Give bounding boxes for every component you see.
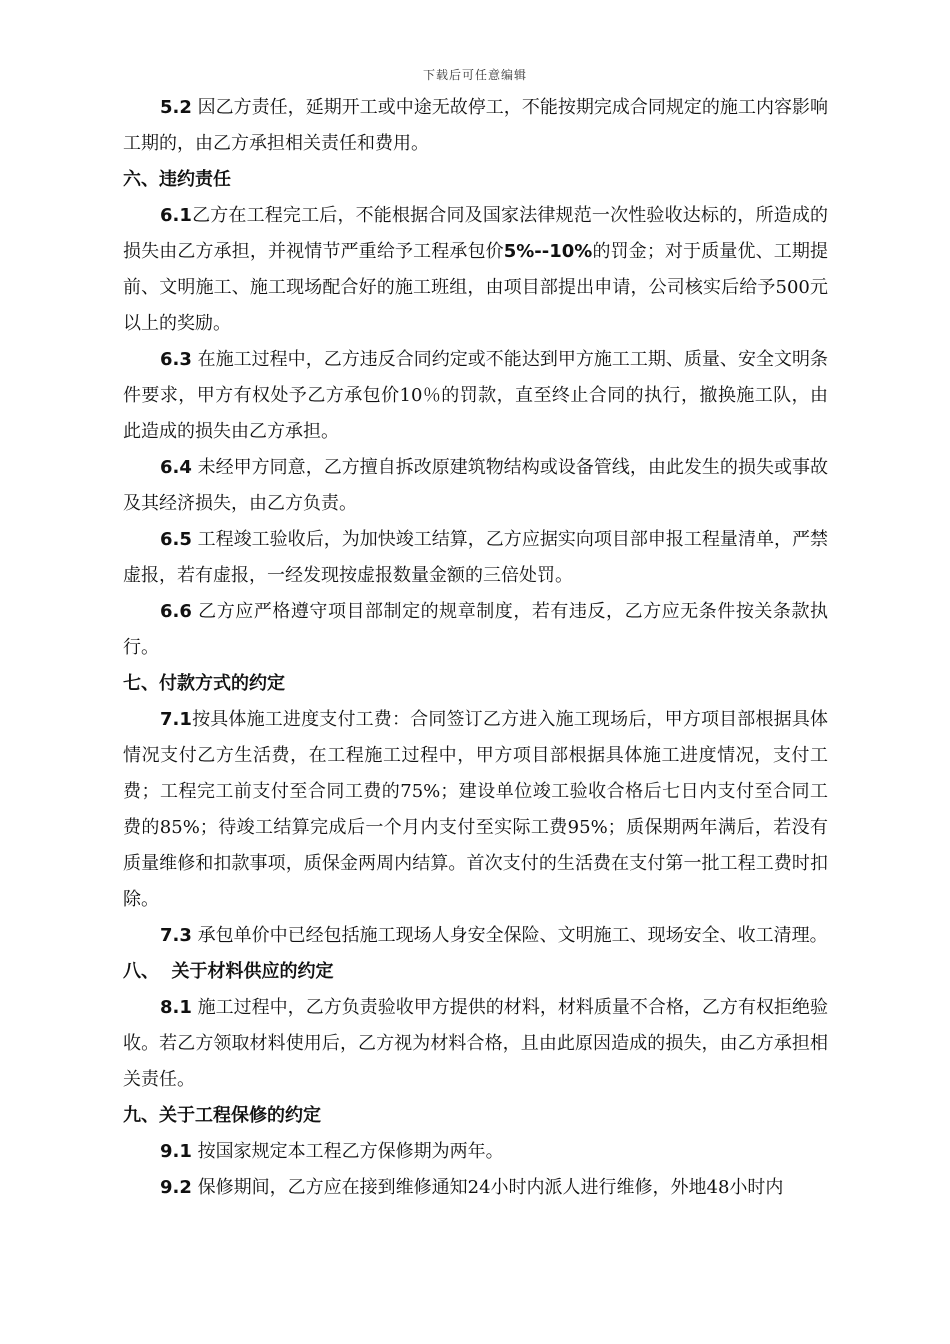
clause-8-1 [123, 990, 828, 1098]
clause-9-2 [123, 1170, 828, 1206]
clause-number: 5.2 [160, 97, 192, 118]
clause-text: 工程竣工验收后，为加快竣工结算，乙方应据实向项目部申报工程量清单，严禁虚报，若有虚报，一经发现按虚报数量金额的三倍处罚。 [123, 529, 828, 586]
clause-text: 施工过程中，乙方负责验收甲方提供的材料，材料质量不合格，乙方有权拒绝验收。若乙方领取材料使用后，乙方视为材料合格，且由此原因造成的损失，由乙方承担相关责任。 [123, 997, 828, 1090]
section-heading-8: 八、 关于材料供应的约定 [123, 961, 334, 982]
section-heading-7: 七、付款方式的约定 [123, 673, 285, 694]
clause-6-6 [123, 594, 828, 666]
penalty-range: 5%--10% [503, 241, 593, 262]
clause-9-1 [123, 1134, 828, 1170]
document-body [123, 90, 828, 1206]
clause-number: 6.5 [160, 529, 192, 550]
clause-number: 7.1 [160, 709, 192, 730]
clause-number: 8.1 [160, 997, 192, 1018]
clause-number: 6.4 [160, 457, 192, 478]
clause-5-2 [123, 90, 828, 162]
clause-text: 乙方应严格遵守项目部制定的规章制度，若有违反，乙方应无条件按关条款执行。 [123, 601, 828, 658]
clause-text: 按具体施工进度支付工费：合同签订乙方进入施工现场后，甲方项目部根据具体情况支付乙方生活费，在工程施工过程中，甲方项目部根据具体施工进度情况，支付工费；工程完工前支付至合同工费的75%；建设单位竣工验收合格后七日内支付至合同工费的85%；待竣工结算完成后一个月内支付至实际工费95%；质保期两年满后，若没有质量维修和扣款事项，质保金两周内结算。首次支付的生活费在支付第一批工程工费时扣除。 [123, 709, 828, 910]
section-heading-6: 六、违约责任 [123, 169, 231, 190]
clause-text: 在施工过程中，乙方违反合同约定或不能达到甲方施工工期、质量、安全文明条件要求，甲方有权处予乙方承包价10％的罚款，直至终止合同的执行，撤换施工队，由此造成的损失由乙方承担。 [123, 349, 828, 442]
clause-text: 因乙方责任，延期开工或中途无故停工，不能按期完成合同规定的施工内容影响工期的，由乙方承担相关责任和费用。 [123, 97, 828, 154]
clause-text: 乙方在工程完工后，不能根据合同及国家法律规范一次性验收达标的，所造成的损失由乙方承担，并视情节严重给予工程承包价 [123, 205, 828, 262]
clause-number: 9.2 [160, 1177, 192, 1198]
clause-7-3 [123, 918, 828, 954]
section-heading-9: 九、关于工程保修的约定 [123, 1105, 321, 1126]
clause-6-4 [123, 450, 828, 522]
clause-6-5 [123, 522, 828, 594]
clause-number: 6.1 [160, 205, 192, 226]
clause-text: 保修期间，乙方应在接到维修通知24小时内派人进行维修，外地48小时内 [197, 1177, 784, 1198]
clause-6-3 [123, 342, 828, 450]
clause-number: 6.3 [160, 349, 192, 370]
clause-number: 6.6 [160, 601, 192, 622]
clause-text: 承包单价中已经包括施工现场人身安全保险、文明施工、现场安全、收工清理。 [197, 925, 828, 946]
clause-7-1 [123, 702, 828, 918]
clause-text: 按国家规定本工程乙方保修期为两年。 [197, 1141, 504, 1162]
clause-number: 9.1 [160, 1141, 192, 1162]
clause-number: 7.3 [160, 925, 192, 946]
clause-6-1 [123, 198, 828, 342]
header-note: 下载后可任意编辑 [422, 68, 527, 82]
clause-text: 未经甲方同意，乙方擅自拆改原建筑物结构或设备管线，由此发生的损失或事故及其经济损失，由乙方负责。 [123, 457, 828, 514]
clause-text: 的罚金；对于质量优、工期提前、文明施工、施工现场配合好的施工班组，由项目部提出申请，公司核实后给予500元以上的奖励。 [123, 241, 829, 334]
